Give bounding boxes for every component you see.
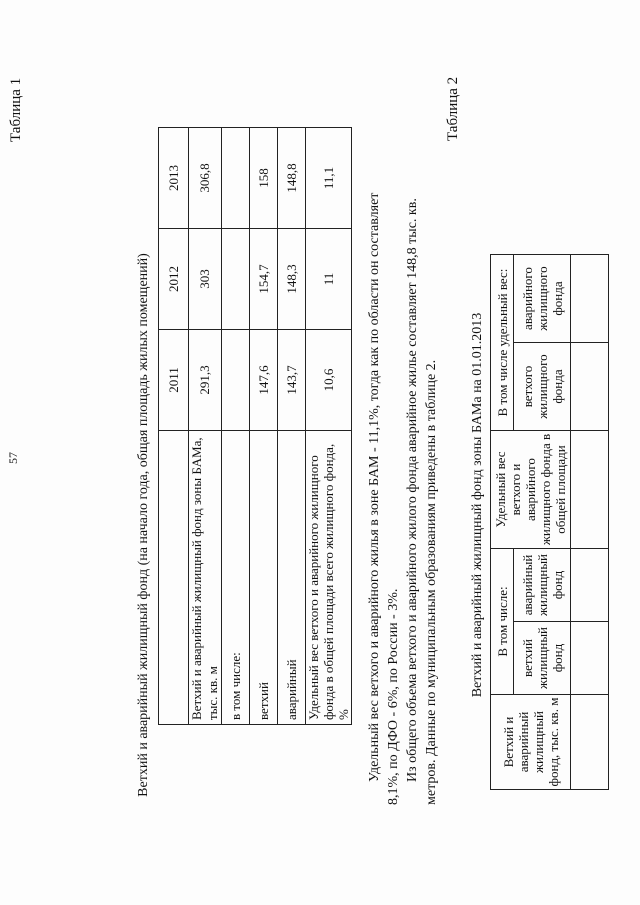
page-number: 57: [6, 452, 20, 464]
table2-col-dilapidated: ветхий жилищный фонд: [514, 622, 571, 695]
table1-cell: [222, 229, 250, 330]
table1-cell: [222, 128, 250, 229]
table2-col-share: Удельный вес ветхого и аварийного жилищного фонда в общей площади: [491, 431, 571, 549]
table2-col-total: Ветхий и аварийный жилищный фонд, тыс. кв. м: [491, 695, 571, 790]
table1-row: [189, 128, 222, 725]
table1-header-blank: [159, 431, 189, 725]
table1-year: 2013: [159, 128, 189, 229]
table1-year: 2011: [159, 330, 189, 431]
table1-cell: 303: [189, 229, 222, 330]
paragraph-volume-text: Из общего объема ветхого и аварийного жилого фонда аварийное жилье составляет 148,8 тыс. кв. метров. Данные по муниципальным образованиям приведены в таблице 2.: [405, 198, 439, 805]
table1-cell: 11,1: [306, 128, 352, 229]
table1-row: [306, 128, 352, 725]
table1-cell: 158: [250, 128, 278, 229]
table2-header-row: [491, 255, 514, 790]
table1-cell: 147,6: [250, 330, 278, 431]
table1-cell: 10,6: [306, 330, 352, 431]
table2-col-emergency-share: аварийного жилищного фонда: [514, 255, 571, 343]
table2-cell: [571, 622, 609, 695]
table1-cell: 291,3: [189, 330, 222, 431]
table1: [158, 127, 352, 725]
table1-cell: 154,7: [250, 229, 278, 330]
table1-row-label: Ветхий и аварийный жилищный фонд зоны БАМа, тыс. кв. м: [189, 431, 222, 725]
table1-row: [222, 128, 250, 725]
paragraph-share-text: Удельный вес ветхого и аварийного жилья в зоне БАМ - 11,1%, тогда как по области он составляет 8,1%, по ДФО - 6%, по России - 3%.: [367, 192, 401, 805]
table1-row-label: ветхий: [250, 431, 278, 725]
table1-year: 2012: [159, 229, 189, 330]
table1-cell: 306,8: [189, 128, 222, 229]
table1-cell: 148,3: [278, 229, 306, 330]
table1-row-label: аварийный: [278, 431, 306, 725]
table2-group-incl: В том числе:: [491, 549, 514, 695]
paragraph-share: [365, 185, 403, 805]
table1-header-row: [159, 128, 189, 725]
table1-row-label: Удельный вес ветхого и аварийного жилищного фонда в общей площади всего жилищного фонда, %: [306, 431, 352, 725]
table2-row: [571, 255, 609, 790]
table2-col-dilapidated-share: ветхого жилищного фонда: [514, 343, 571, 431]
table1-cell: 148,8: [278, 128, 306, 229]
table2-cell: [571, 431, 609, 549]
table2-cell: [571, 695, 609, 790]
table2-cell: [571, 255, 609, 343]
table2-group-share-incl: В том числе удельный вес:: [491, 255, 514, 431]
table2: [490, 254, 609, 790]
table1-row: [250, 128, 278, 725]
table1-cell: [222, 330, 250, 431]
table1-cell: 143,7: [278, 330, 306, 431]
table1-row: [278, 128, 306, 725]
table1-row-label: в том числе:: [222, 431, 250, 725]
table1-label: Таблица 1: [8, 77, 24, 142]
table2-label: Таблица 2: [445, 76, 461, 141]
paragraph-volume: [403, 185, 441, 805]
table2-cell: [571, 343, 609, 431]
table1-caption: Ветхий и аварийный жилищный фонд (на начало года, общая площадь жилых помещений): [136, 253, 151, 797]
table2-col-emergency: аварийный жилищный фонд: [514, 549, 571, 622]
table2-cell: [571, 549, 609, 622]
table1-cell: 11: [306, 229, 352, 330]
table2-caption: Ветхий и аварийный жилищный фонд зоны БАМа на 01.01.2013: [470, 312, 485, 698]
